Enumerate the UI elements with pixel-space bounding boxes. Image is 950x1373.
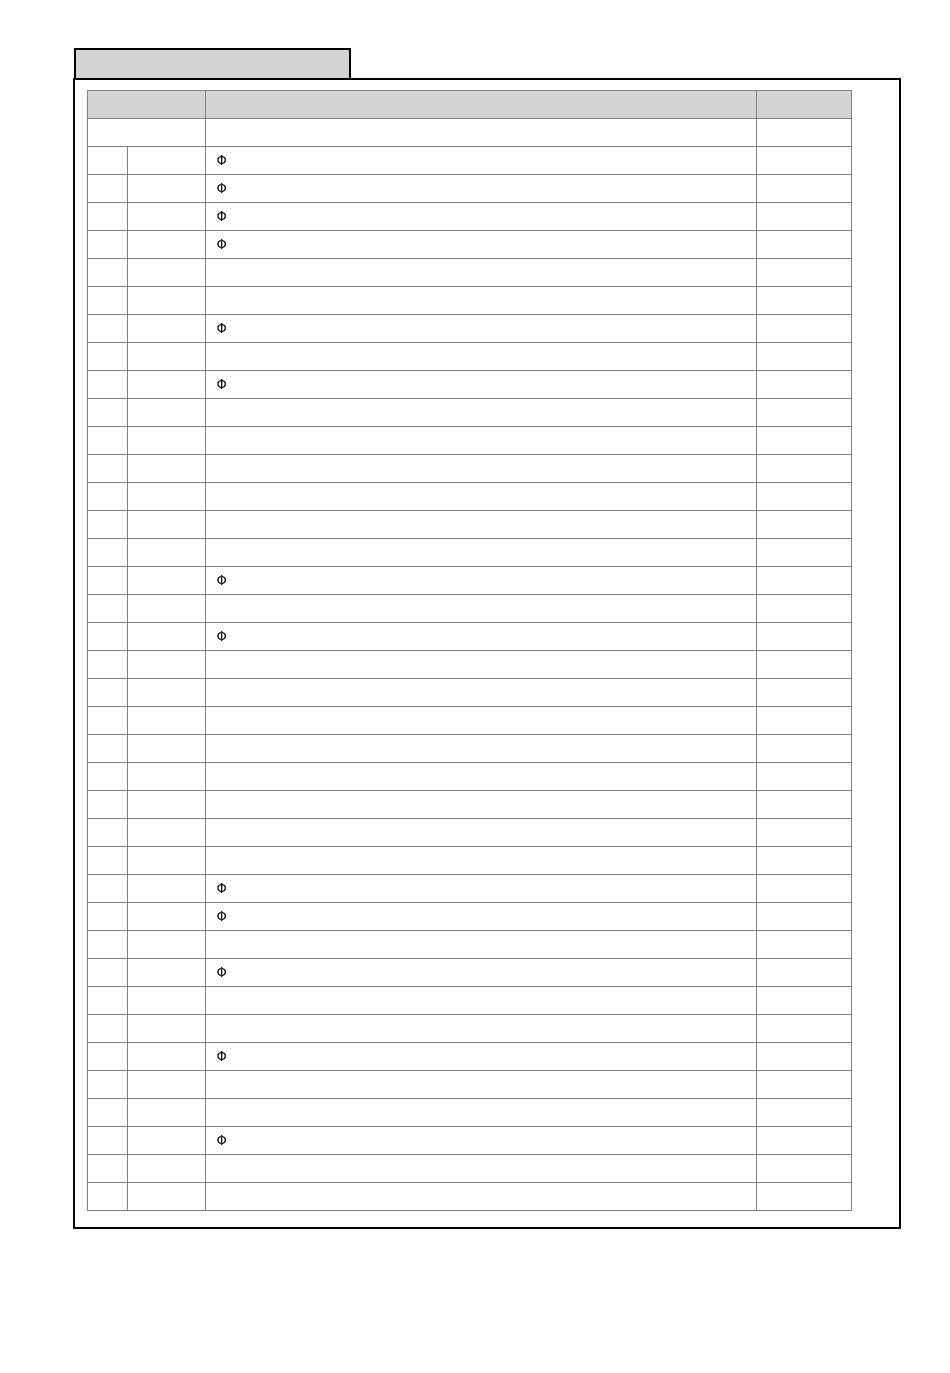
table-cell xyxy=(206,259,756,287)
table-cell xyxy=(88,1043,128,1071)
table-row xyxy=(88,119,852,147)
table-row xyxy=(88,707,852,735)
table-cell xyxy=(206,1043,756,1071)
table-row xyxy=(88,259,852,287)
diameter-symbol: Φ xyxy=(216,1049,227,1065)
table-cell xyxy=(206,763,756,791)
table-cell xyxy=(128,1155,206,1183)
table-row xyxy=(88,483,852,511)
table-row xyxy=(88,343,852,371)
diameter-symbol: Φ xyxy=(216,321,227,337)
diameter-symbol: Φ xyxy=(216,377,227,393)
table-cell xyxy=(88,371,128,399)
table-cell xyxy=(756,175,851,203)
table-cell xyxy=(88,1183,128,1211)
table-cell xyxy=(206,847,756,875)
table-cell xyxy=(88,623,128,651)
table-row xyxy=(88,1099,852,1127)
table-cell xyxy=(88,903,128,931)
section-tab xyxy=(74,48,351,78)
table-cell xyxy=(88,175,128,203)
table-cell xyxy=(206,147,756,175)
table-cell xyxy=(756,763,851,791)
table-cell xyxy=(756,791,851,819)
table-cell xyxy=(206,595,756,623)
table-cell xyxy=(756,287,851,315)
table-cell xyxy=(128,763,206,791)
table-cell xyxy=(88,259,128,287)
table-cell xyxy=(128,371,206,399)
table-cell xyxy=(128,455,206,483)
table-cell xyxy=(88,875,128,903)
table-row xyxy=(88,987,852,1015)
table-cell xyxy=(206,903,756,931)
table-cell xyxy=(128,1183,206,1211)
table-cell xyxy=(206,735,756,763)
table-cell xyxy=(206,231,756,259)
table-cell xyxy=(88,1099,128,1127)
table-cell xyxy=(206,175,756,203)
table-cell xyxy=(756,119,851,147)
table-cell xyxy=(756,315,851,343)
table-row xyxy=(88,147,852,175)
table-row xyxy=(88,1183,852,1211)
diameter-symbol: Φ xyxy=(216,909,227,925)
table-cell xyxy=(756,511,851,539)
table-cell xyxy=(128,511,206,539)
table-cell xyxy=(206,483,756,511)
table-row xyxy=(88,735,852,763)
table-row xyxy=(88,455,852,483)
table-cell xyxy=(756,959,851,987)
table-cell xyxy=(88,763,128,791)
table-cell xyxy=(128,903,206,931)
table-cell xyxy=(756,847,851,875)
table-cell xyxy=(206,371,756,399)
table-row xyxy=(88,791,852,819)
table-cell xyxy=(88,427,128,455)
table-cell xyxy=(88,315,128,343)
table-cell xyxy=(128,175,206,203)
diameter-symbol: Φ xyxy=(216,181,227,197)
table-cell xyxy=(756,651,851,679)
table-cell xyxy=(128,1043,206,1071)
table-row xyxy=(88,399,852,427)
table-cell xyxy=(756,903,851,931)
table-cell xyxy=(756,1043,851,1071)
table-cell xyxy=(88,595,128,623)
table-cell xyxy=(128,1015,206,1043)
table-row xyxy=(88,959,852,987)
table-cell xyxy=(88,399,128,427)
table-row xyxy=(88,931,852,959)
table-cell xyxy=(756,399,851,427)
table-cell xyxy=(88,203,128,231)
table-cell xyxy=(88,651,128,679)
table-cell xyxy=(206,511,756,539)
table-cell xyxy=(756,623,851,651)
table-cell xyxy=(128,847,206,875)
diameter-symbol: Φ xyxy=(216,237,227,253)
table-cell xyxy=(756,539,851,567)
table-cell xyxy=(206,1099,756,1127)
diameter-symbol: Φ xyxy=(216,629,227,645)
table-cell xyxy=(206,1015,756,1043)
table-cell xyxy=(128,735,206,763)
table-cell xyxy=(128,651,206,679)
table-cell xyxy=(128,567,206,595)
table-cell xyxy=(88,931,128,959)
table-header-row xyxy=(88,91,852,119)
table-cell xyxy=(206,651,756,679)
diameter-symbol: Φ xyxy=(216,573,227,589)
table-row xyxy=(88,651,852,679)
table-cell xyxy=(756,819,851,847)
table-cell xyxy=(756,679,851,707)
table-cell xyxy=(88,1015,128,1043)
header-cell-number xyxy=(88,91,206,119)
table-cell xyxy=(88,287,128,315)
table-cell xyxy=(128,315,206,343)
table-cell xyxy=(128,147,206,175)
table-cell xyxy=(88,735,128,763)
table-cell xyxy=(128,931,206,959)
table-cell xyxy=(206,119,756,147)
table-cell xyxy=(128,343,206,371)
table-row xyxy=(88,679,852,707)
table-cell xyxy=(206,427,756,455)
table-row xyxy=(88,1015,852,1043)
table-cell xyxy=(756,483,851,511)
table-row xyxy=(88,903,852,931)
table-row xyxy=(88,763,852,791)
table-row xyxy=(88,623,852,651)
table-cell xyxy=(128,875,206,903)
table-cell xyxy=(88,343,128,371)
table-cell xyxy=(756,1015,851,1043)
table-cell xyxy=(88,539,128,567)
table-cell xyxy=(756,875,851,903)
table-cell xyxy=(206,455,756,483)
table-cell xyxy=(128,959,206,987)
table-cell xyxy=(128,203,206,231)
table-cell xyxy=(128,399,206,427)
header-cell-quantity xyxy=(756,91,851,119)
table-cell xyxy=(128,791,206,819)
table-cell xyxy=(206,343,756,371)
table-cell xyxy=(128,595,206,623)
table-cell xyxy=(206,1071,756,1099)
table-cell xyxy=(206,623,756,651)
diameter-symbol: Φ xyxy=(216,153,227,169)
table-row xyxy=(88,511,852,539)
table-cell xyxy=(128,623,206,651)
table-cell xyxy=(206,791,756,819)
header-cell-description xyxy=(206,91,756,119)
table-cell xyxy=(88,819,128,847)
table-cell xyxy=(206,819,756,847)
table-cell xyxy=(756,259,851,287)
table-cell xyxy=(128,1071,206,1099)
table-cell xyxy=(206,1127,756,1155)
table-cell xyxy=(756,231,851,259)
diameter-symbol: Φ xyxy=(216,209,227,225)
table-body xyxy=(88,119,852,1211)
table-cell xyxy=(756,147,851,175)
table-cell xyxy=(88,483,128,511)
table-row xyxy=(88,595,852,623)
table-cell xyxy=(756,735,851,763)
table-cell xyxy=(756,1155,851,1183)
table-cell xyxy=(88,791,128,819)
table-cell xyxy=(756,595,851,623)
table-row xyxy=(88,567,852,595)
table-cell xyxy=(88,707,128,735)
table-cell xyxy=(206,959,756,987)
diameter-symbol: Φ xyxy=(216,881,227,897)
table-cell xyxy=(128,1127,206,1155)
table-row xyxy=(88,287,852,315)
table-row xyxy=(88,231,852,259)
table-row xyxy=(88,875,852,903)
table-row xyxy=(88,1071,852,1099)
table-cell xyxy=(206,1183,756,1211)
table-cell xyxy=(88,847,128,875)
table-cell xyxy=(88,679,128,707)
parts-table xyxy=(87,90,852,1211)
table-cell xyxy=(128,259,206,287)
table-cell xyxy=(128,231,206,259)
table-cell xyxy=(756,371,851,399)
table-cell xyxy=(756,203,851,231)
diameter-symbol: Φ xyxy=(216,1133,227,1149)
table-cell xyxy=(206,539,756,567)
table-cell xyxy=(128,483,206,511)
table-row xyxy=(88,819,852,847)
table-cell xyxy=(88,147,128,175)
diameter-symbol: Φ xyxy=(216,965,227,981)
table-cell xyxy=(756,1183,851,1211)
table-cell xyxy=(756,1099,851,1127)
table-cell xyxy=(88,119,206,147)
table-cell xyxy=(206,875,756,903)
table-cell xyxy=(756,1071,851,1099)
table-cell xyxy=(756,987,851,1015)
table-cell xyxy=(756,567,851,595)
table-cell xyxy=(206,399,756,427)
table-cell xyxy=(88,987,128,1015)
table-cell xyxy=(756,931,851,959)
table-cell xyxy=(206,203,756,231)
table-cell xyxy=(206,987,756,1015)
table-cell xyxy=(128,539,206,567)
table-row xyxy=(88,847,852,875)
table-cell xyxy=(128,287,206,315)
table-cell xyxy=(128,819,206,847)
table-row xyxy=(88,1155,852,1183)
table-cell xyxy=(756,455,851,483)
table-cell xyxy=(88,1071,128,1099)
table-cell xyxy=(206,931,756,959)
table-row xyxy=(88,1127,852,1155)
table-cell xyxy=(128,987,206,1015)
table-row xyxy=(88,371,852,399)
table-row xyxy=(88,175,852,203)
table-cell xyxy=(128,1099,206,1127)
table-cell xyxy=(756,343,851,371)
table-cell xyxy=(88,511,128,539)
table-cell xyxy=(206,287,756,315)
table-cell xyxy=(756,1127,851,1155)
table-cell xyxy=(756,427,851,455)
table-cell xyxy=(756,707,851,735)
table-cell xyxy=(128,707,206,735)
table-cell xyxy=(88,1155,128,1183)
table-cell xyxy=(88,567,128,595)
table-cell xyxy=(206,315,756,343)
table-cell xyxy=(88,1127,128,1155)
table-cell xyxy=(128,427,206,455)
table-row xyxy=(88,203,852,231)
table-cell xyxy=(206,567,756,595)
table-row xyxy=(88,315,852,343)
table-cell xyxy=(128,679,206,707)
table-cell xyxy=(88,231,128,259)
table-cell xyxy=(88,959,128,987)
table-cell xyxy=(88,455,128,483)
table-cell xyxy=(206,707,756,735)
table-row xyxy=(88,539,852,567)
table-row xyxy=(88,427,852,455)
table-row xyxy=(88,1043,852,1071)
table-cell xyxy=(206,679,756,707)
table-cell xyxy=(206,1155,756,1183)
